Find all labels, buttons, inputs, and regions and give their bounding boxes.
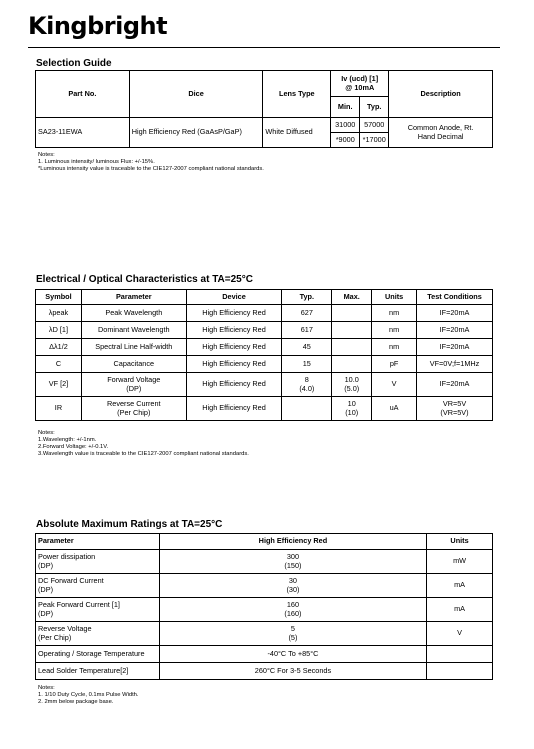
note-line: *Luminous intensity value is traceable to the CIE127-2007 compliant national standards. xyxy=(38,166,264,172)
cell-parameter xyxy=(81,397,186,421)
cell-parameter: Lead Solder Temperature[2] xyxy=(36,663,160,680)
cell-symbol: IR xyxy=(36,397,82,421)
param-line1: Forward Voltage xyxy=(107,375,161,385)
cell-parameter: Operating / Storage Temperature xyxy=(36,646,160,663)
param-line1: Reverse Current xyxy=(107,399,161,409)
table-row xyxy=(36,322,493,339)
cell-units: nm xyxy=(372,322,417,339)
table-row xyxy=(36,663,493,680)
cell-units: V xyxy=(372,373,417,397)
header-dice: Dice xyxy=(129,71,263,118)
header-parameter: Parameter xyxy=(81,290,186,305)
note-line: Notes: xyxy=(38,685,55,691)
max-line2: (10) xyxy=(345,407,359,417)
electrical-title: Electrical / Optical Characteristics at TA=25°C xyxy=(36,274,253,285)
value-line2: (30) xyxy=(286,584,300,594)
cell-parameter: Spectral Line Half-width xyxy=(81,339,186,356)
cell-max xyxy=(332,397,372,421)
cell-units xyxy=(427,663,493,680)
value-line2: (5) xyxy=(288,632,298,642)
cell-symbol: λpeak xyxy=(36,305,82,322)
note-line: Notes: xyxy=(38,430,55,436)
cell-condition: IF=20mA xyxy=(417,339,493,356)
value-line2: (160) xyxy=(284,608,302,618)
header-units: Units xyxy=(372,290,417,305)
cell-value xyxy=(159,598,426,622)
cond-line2: (VR=5V) xyxy=(440,407,469,417)
cell-min-2: *9000 xyxy=(331,133,360,148)
cell-min-1: 31000 xyxy=(331,118,360,133)
header-units: Units xyxy=(427,534,493,550)
note-line: 3.Wavelength value is traceable to the CIE127-2007 compliant national standards. xyxy=(38,451,249,457)
value-line2: (150) xyxy=(284,560,302,570)
cell-units: V xyxy=(427,622,493,646)
cell-parameter xyxy=(36,622,160,646)
cell-device: High Efficiency Red xyxy=(186,339,282,356)
param-line2: (Per Chip) xyxy=(117,407,151,417)
table-row xyxy=(36,356,493,373)
selection-guide-title: Selection Guide xyxy=(36,58,112,69)
cell-parameter xyxy=(36,598,160,622)
absolute-notes xyxy=(38,685,139,706)
param-line1: Peak Forward Current [1] xyxy=(38,600,120,610)
absolute-table xyxy=(35,533,493,680)
header-high-efficiency-red: High Efficiency Red xyxy=(159,534,426,550)
cell-parameter xyxy=(36,550,160,574)
cell-condition: IF=20mA xyxy=(417,373,493,397)
header-parameter: Parameter xyxy=(36,534,160,550)
selection-guide-table xyxy=(35,70,493,148)
param-line1: Power dissipation xyxy=(38,552,96,562)
cell-value: -40°C To +85°C xyxy=(159,646,426,663)
header-iv-line2: @ 10mA xyxy=(345,82,375,92)
cell-max xyxy=(332,322,372,339)
cell-symbol: VF [2] xyxy=(36,373,82,397)
param-line2: (DP) xyxy=(38,608,53,618)
header-typ: Typ. xyxy=(282,290,332,305)
cell-units xyxy=(427,646,493,663)
table-row xyxy=(36,339,493,356)
note-line: 1. Luminous intensity/ luminous Flux: +/-15%. xyxy=(38,159,155,165)
cell-typ: 617 xyxy=(282,322,332,339)
cell-device: High Efficiency Red xyxy=(186,322,282,339)
cell-condition: IF=20mA xyxy=(417,305,493,322)
param-line2: (DP) xyxy=(38,560,53,570)
cond-line1: VR=5V xyxy=(442,399,467,409)
header-lens-type: Lens Type xyxy=(263,71,331,118)
cell-max xyxy=(332,356,372,373)
kingbright-logo: Kingbright xyxy=(28,12,168,40)
cell-value xyxy=(159,622,426,646)
cell-lens-type: White Diffused xyxy=(263,118,331,148)
cell-description xyxy=(389,118,493,148)
cell-max xyxy=(332,305,372,322)
header-device: Device xyxy=(186,290,282,305)
header-min: Min. xyxy=(331,97,360,118)
header-test-conditions: Test Conditions xyxy=(417,290,493,305)
param-line2: (DP) xyxy=(38,584,53,594)
param-line1: Reverse Voltage xyxy=(38,624,92,634)
cell-part-no: SA23-11EWA xyxy=(36,118,130,148)
cell-typ: 15 xyxy=(282,356,332,373)
header-divider xyxy=(28,47,500,48)
table-row xyxy=(36,397,493,421)
cell-max xyxy=(332,373,372,397)
value-line1: 160 xyxy=(286,600,300,610)
cell-value xyxy=(159,574,426,598)
cell-units: pF xyxy=(372,356,417,373)
cell-device: High Efficiency Red xyxy=(186,356,282,373)
note-line: 2.Forward Voltage: +/-0.1V. xyxy=(38,444,109,450)
note-line: Notes: xyxy=(38,152,55,158)
max-line1: 10 xyxy=(347,399,356,409)
cell-parameter: Peak Wavelength xyxy=(81,305,186,322)
cell-parameter xyxy=(36,574,160,598)
cell-units: nm xyxy=(372,339,417,356)
cell-value xyxy=(159,550,426,574)
cell-typ-2: *17000 xyxy=(360,133,389,148)
cell-symbol: Δλ1/2 xyxy=(36,339,82,356)
cell-units: mA xyxy=(427,574,493,598)
cell-parameter: Capacitance xyxy=(81,356,186,373)
header-description: Description xyxy=(389,71,493,118)
cell-units: mW xyxy=(427,550,493,574)
cell-condition: VF=0V;f=1MHz xyxy=(417,356,493,373)
absolute-title: Absolute Maximum Ratings at TA=25°C xyxy=(36,519,223,530)
cell-parameter xyxy=(81,373,186,397)
header-iv xyxy=(331,71,389,97)
cell-typ: 45 xyxy=(282,339,332,356)
cell-max xyxy=(332,339,372,356)
value-line1: 5 xyxy=(290,624,295,634)
table-row xyxy=(36,622,493,646)
header-part-no: Part No. xyxy=(36,71,130,118)
cell-device: High Efficiency Red xyxy=(186,305,282,322)
cell-value: 260°C For 3-5 Seconds xyxy=(159,663,426,680)
cell-symbol: λD [1] xyxy=(36,322,82,339)
table-row xyxy=(36,646,493,663)
table-row xyxy=(36,574,493,598)
value-line1: 30 xyxy=(288,576,297,586)
cell-symbol: C xyxy=(36,356,82,373)
electrical-table xyxy=(35,289,493,421)
cell-typ xyxy=(282,373,332,397)
cell-units: uA xyxy=(372,397,417,421)
header-iv-line1: Iv (ucd) [1] xyxy=(341,74,379,84)
header-typ: Typ. xyxy=(360,97,389,118)
cell-parameter: Dominant Wavelength xyxy=(81,322,186,339)
param-line2: (DP) xyxy=(126,383,142,393)
cell-dice: High Efficiency Red (GaAsP/GaP) xyxy=(129,118,263,148)
selection-guide-notes xyxy=(38,152,264,173)
cell-typ xyxy=(282,397,332,421)
cell-typ: 627 xyxy=(282,305,332,322)
typ-line1: 8 xyxy=(304,375,309,385)
cell-description-line2: Hand Decimal xyxy=(417,131,464,141)
param-line1: DC Forward Current xyxy=(38,576,104,586)
cell-units: nm xyxy=(372,305,417,322)
value-line1: 300 xyxy=(286,552,300,562)
cell-units: mA xyxy=(427,598,493,622)
note-line: 1.Wavelength: +/-1nm. xyxy=(38,437,97,443)
cell-condition: IF=20mA xyxy=(417,322,493,339)
note-line: 2. 2mm below package base. xyxy=(38,699,114,705)
cell-device: High Efficiency Red xyxy=(186,373,282,397)
table-row xyxy=(36,373,493,397)
header-max: Max. xyxy=(332,290,372,305)
cell-description-line1: Common Anode, Rt. xyxy=(407,123,474,133)
note-line: 1. 1/10 Duty Cycle, 0.1ms Pulse Width. xyxy=(38,692,139,698)
header-symbol: Symbol xyxy=(36,290,82,305)
typ-line2: (4.0) xyxy=(299,383,315,393)
param-line2: (Per Chip) xyxy=(38,632,72,642)
electrical-notes xyxy=(38,430,249,458)
table-row xyxy=(36,550,493,574)
max-line1: 10.0 xyxy=(344,375,359,385)
cell-device: High Efficiency Red xyxy=(186,397,282,421)
table-row xyxy=(36,305,493,322)
cell-typ-1: 57000 xyxy=(360,118,389,133)
cell-condition xyxy=(417,397,493,421)
max-line2: (5.0) xyxy=(344,383,360,393)
table-row xyxy=(36,598,493,622)
